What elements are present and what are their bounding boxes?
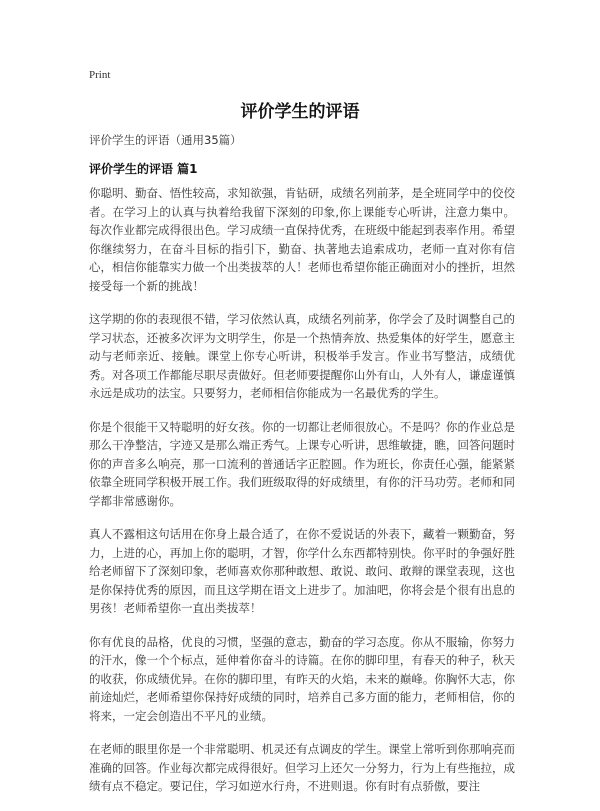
paragraph: 你聪明、勤奋、悟性较高，求知欲强，肯钻研，成绩名列前茅，是全班同学中的佼佼者。在学习上的认真与执着给我留下深刻的印象,你上课能专心听讲，注意力集中。每次作业都完成得很出色。学习成绩一直保持优秀，在班级中能起到表率作用。希望你继续努力，在奋斗目标的指引下，勤奋、执著地去追索成功，老师一直对你有信心，相信你能靠实力做一个出类拔萃的人！老师也希望你能正确面对小的挫折，坦然接受每一个新的挑战！	[89, 186, 515, 293]
paragraph: 真人不露相这句话用在你身上最合适了，在你不爱说话的外表下，藏着一颗勤奋，努力，上进的心，再加上你的聪明，才智，你学什么东西都特别快。你平时的争强好胜给老师留下了深刻印象，老师喜欢你那种敢想、敢说、敢问、敢辩的课堂表现，这也是你保持优秀的原因，而且这学期在语文上进步了。加油吧，你将会是个很有出息的男孩！老师希望你一直出类拔萃！	[89, 527, 515, 615]
paragraph: 你有优良的品格，优良的习惯，坚强的意志，勤奋的学习态度。你从不服输，你努力的汗水，像一个个标点，延伸着你奋斗的诗篇。在你的脚印里，有春天的种子，秋天的收获，你成绩优异。在你的脚印里，有昨天的火焰，未来的巅峰。你胸怀大志，你前途灿烂，老师希望你保持好成绩的同时，培养自己多方面的能力，老师相信，你的将来，一定会创造出不平凡的业绩。	[89, 634, 515, 723]
document-body	[89, 184, 515, 811]
print-link[interactable]: Print	[89, 69, 111, 81]
section-heading: 评价学生的评语 篇1	[89, 162, 198, 176]
paragraph: 这学期的你的表现很不错，学习依然认真，成绩名列前茅，你学会了及时调整自己的学习状态，还被多次评为文明学生，你是一个热情奔放、热爱集体的好学生，愿意主动与老师亲近、接触。课堂上你专心听讲，积极举手发言。作业书写整洁，成绩优秀。对各项工作都能尽职尽责做好。但老师要提醒你山外有山，人外有人，谦虚谨慎永远是成功的法宝。只要努力，老师相信你能成为一名最优秀的学生。	[89, 312, 515, 400]
paragraph: 你是个很能干又特聪明的好女孩。你的一切都让老师很放心。不是吗？你的作业总是那么干净整洁，字迹又是那么端正秀气。上课专心听讲，思维敏捷，瞧，回答问题时你的声音多么响亮，那一口流利的普通话字正腔圆。作为班长，你责任心强，能紧紧依靠全班同学积极开展工作。我们班级取得的好成绩里，有你的汗马功劳。老师和同学都非常感谢你。	[89, 419, 515, 508]
page-title: 评价学生的评语	[240, 102, 360, 122]
paragraph: 在老师的眼里你是一个非常聪明、机灵还有点调皮的学生。课堂上常听到你那响亮而准确的回答。作业每次都完成得很好。但学习上还欠一分努力，行为上有些拖拉，成绩有点不稳定。要记住，学习如逆水行舟，不进则退。你有时有点骄傲，要注	[89, 742, 515, 793]
document-subtitle: 评价学生的评语（通用35篇）	[89, 133, 242, 147]
